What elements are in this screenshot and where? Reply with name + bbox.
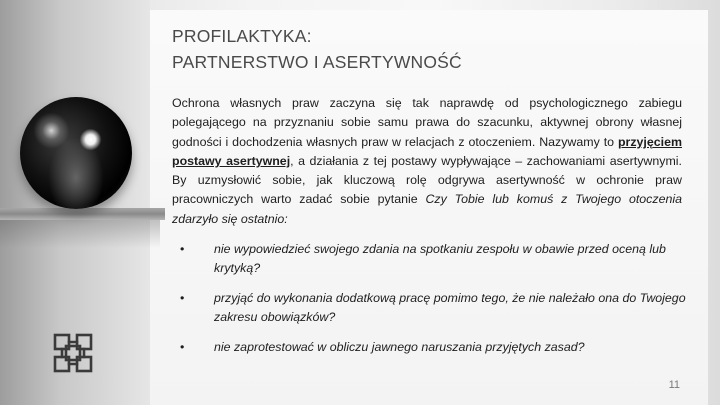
bullet-text: nie zaprotestować w obliczu jawnego naruszania przyjętych zasad? (214, 340, 585, 354)
bullet-item (180, 240, 690, 277)
bullet-dot-icon: • (180, 291, 185, 305)
bullet-item (180, 289, 690, 326)
bullet-text: nie wypowiedzieć swojego zdania na spotkaniu zespołu w obawie przed oceną lub krytyką? (214, 242, 666, 275)
paragraph-part-2: , a działania z tej postawy wypływające – zachowaniami asertywnymi. By uzmysłowić sobie, jak kluczową rolę odgrywa asertywność w ochronie praw pracowniczych warto zadać sobie pytanie (172, 153, 682, 207)
bullet-dot-icon: • (180, 340, 185, 354)
body-paragraph (172, 94, 682, 229)
shelf-shadow (0, 220, 160, 248)
paragraph-question: Czy Tobie lub komuś z Twojego otoczenia zdarzyło się ostatnio: (172, 192, 682, 226)
title-line-2: PARTNERSTWO I ASERTYWNOŚĆ (172, 52, 462, 72)
page-number: 11 (668, 379, 680, 391)
bullet-dot-icon: • (180, 242, 185, 256)
bullet-list (180, 240, 690, 369)
title-line-1: PROFILAKTYKA: (172, 26, 312, 46)
bullet-item (180, 338, 690, 357)
paragraph-part-1: Ochrona własnych praw zaczyna się tak naprawdę od psychologicznego zabiegu polegającego na przyznaniu sobie samu prawa do szacunku, aktywnej obrony własnej godności i dochodzenia własnych praw w relacjach z otoczeniem. Nazywamy to (172, 96, 682, 149)
bullet-text: przyjąć do wykonania dodatkową pracę pomimo tego, że nie należało ona do Twojego zakresu obowiązków? (214, 291, 686, 324)
paragraph-emphasis: przyjęciem postawy asertywnej (172, 134, 682, 168)
slide-title (172, 23, 692, 75)
knot-pattern-logo-icon (52, 332, 94, 374)
shelf (0, 208, 165, 220)
sphere-image (20, 97, 132, 209)
